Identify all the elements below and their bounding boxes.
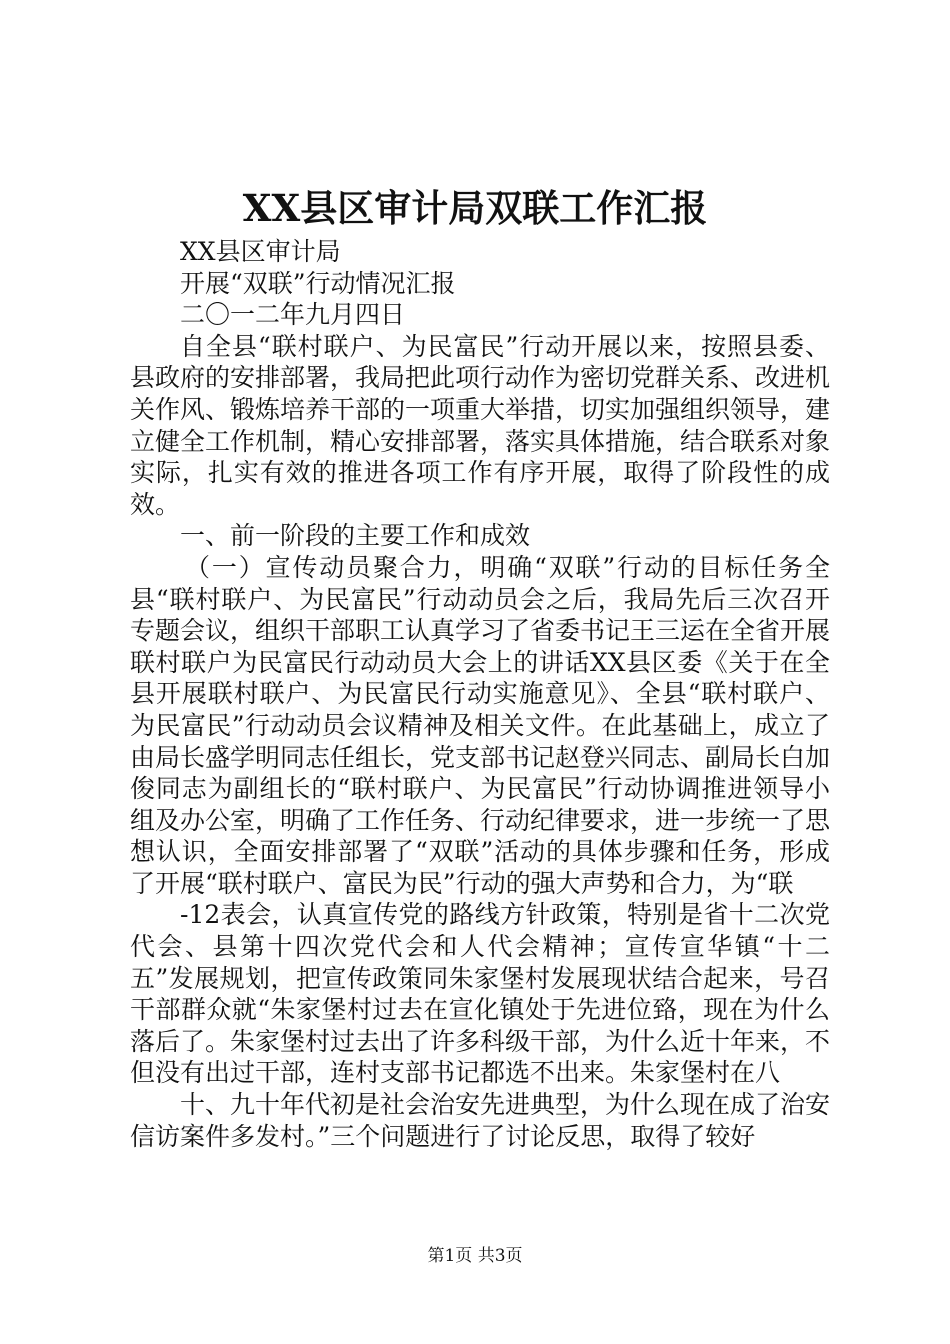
paragraph-intro: 自全县“联村联户、为民富民”行动开展以来，按照县委、县政府的安排部署，我局把此项行动作为密切党群关系、改进机关作风、锻炼培养干部的一项重大举措，切实加强组织领导，建立健全工作机制，精心安排部署，落实具体措施，结合联系对象实际，扎实有效的推进各项工作有序开展，取得了阶段性的成效。 [130,331,831,519]
document-body [130,236,830,1152]
subtitle-line: 开展“双联”行动情况汇报 [180,268,456,298]
date-line: 二〇一二年九月四日 [180,300,406,330]
paragraph-continued-2: 十、九十年代初是社会治安先进典型，为什么现在成了治安信访案件多发村。”三个问题进行了讨论反思，取得了较好 [130,1090,831,1151]
paragraph-continued-1: -12表会，认真宣传党的路线方针政策，特别是省十二次党代会、县第十四次党代会和人代会精神；宣传宣华镇“十二五”发展规划，把宣传政策同朱家堡村发展现状结合起来，号召干部群众就“朱家堡村过去在宣化镇处于先进位臵，现在为什么落后了。朱家堡村过去出了许多科级干部，为什么近十年来，不但没有出过干部，连村支部书记都选不出来。朱家堡村在八 [130,900,831,1088]
page-footer: 第1页 共3页 [427,1246,523,1266]
section-heading-1: 一、前一阶段的主要工作和成效 [180,521,531,551]
document-title: XX县区审计局双联工作汇报 [242,186,708,230]
org-line: XX县区审计局 [180,237,341,266]
paragraph-section-1-1: （一）宣传动员聚合力，明确“双联”行动的目标任务全县“联村联户、为民富民”行动动员会之后，我局先后三次召开专题会议，组织干部职工认真学习了省委书记王三运在全省开展联村联户为民富民行动动员大会上的讲话XX县区委《关于在全县开展联村联户、为民富民行动实施意见》、全县“联村联户、为民富民”行动动员会议精神及相关文件。在此基础上，成立了由局长盛学明同志任组长，党支部书记赵登兴同志、副局长白加俊同志为副组长的“联村联户、为民富民”行动协调推进领导小组及办公室，明确了工作任务、行动纪律要求，进一步统一了思想认识，全面安排部署了“双联”活动的具体步骤和任务，形成了开展“联村联户、富民为民”行动的强大声势和合力，为“联 [130,552,831,898]
